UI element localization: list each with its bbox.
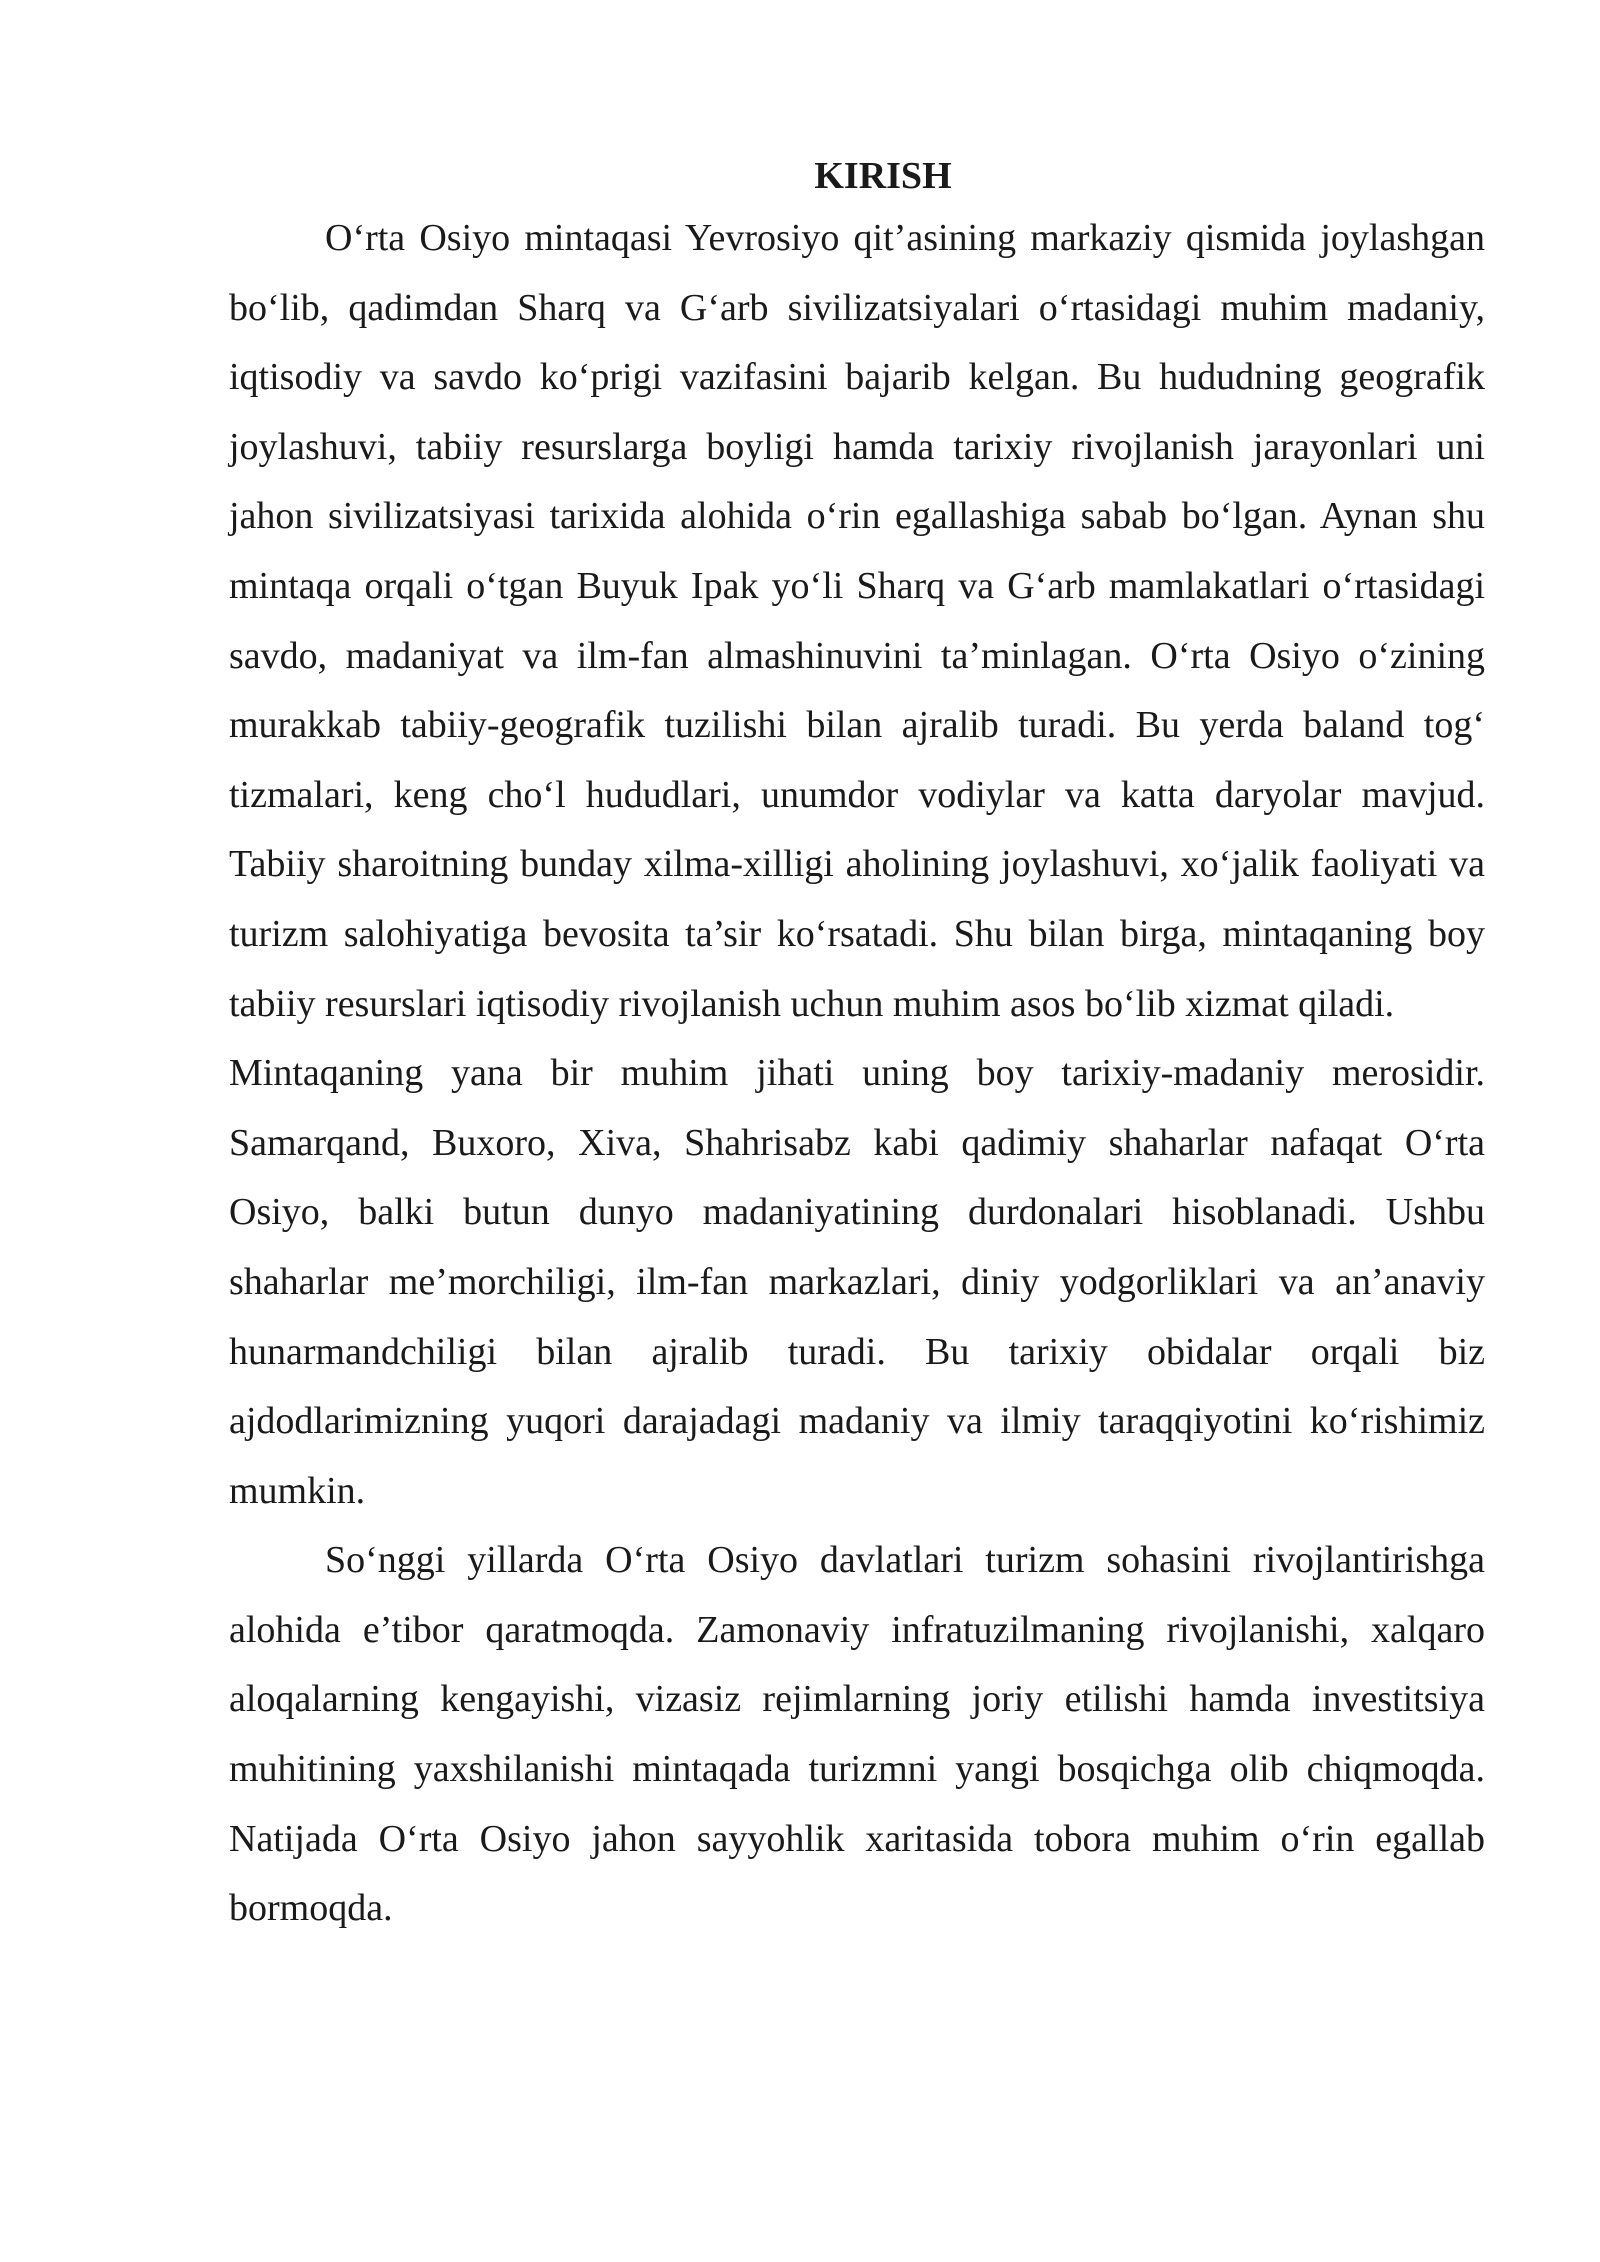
document-body [229, 148, 1485, 1944]
paragraph-tourism: So‘nggi yillarda O‘rta Osiyo davlatlari turizm sohasini rivojlantirishga alohida e’tibor qaratmoqda. Zamonaviy infratuzilmaning rivojlanishi, xalqaro aloqalarning kengayishi, vizasiz rejimlarning joriy etilishi hamda investitsiya muhitining yaxshilanishi mintaqada turizmni yangi bosqichga olib chiqmoqda. Natijada O‘rta Osiyo jahon sayyohlik xaritasida tobora muhim o‘rin egallab bormoqda. [229, 1539, 1485, 1930]
page-title: KIRISH [814, 155, 952, 197]
paragraph-intro: O‘rta Osiyo mintaqasi Yevrosiyo qit’asining markaziy qismida joylashgan bo‘lib, qadimdan Sharq va G‘arb sivilizatsiyalari o‘rtasidagi muhim madaniy, iqtisodiy va savdo ko‘prigi vazifasini bajarib kelgan. Bu hududning geografik joylashuvi, tabiiy resurslarga boyligi hamda tarixiy rivojlanish jarayonlari uni jahon sivilizatsiyasi tarixida alohida o‘rin egallashiga sabab bo‘lgan. Aynan shu mintaqa orqali o‘tgan Buyuk Ipak yo‘li Sharq va G‘arb mamlakatlari o‘rtasidagi savdo, madaniyat va ilm-fan almashinuvini ta’minlagan. O‘rta Osiyo o‘zining murakkab tabiiy-geografik tuzilishi bilan ajralib turadi. Bu yerda baland tog‘ tizmalari, keng cho‘l hududlari, unumdor vodiylar va katta daryolar mavjud. Tabiiy sharoitning bunday xilma-xilligi aholining joylashuvi, xo‘jalik faoliyati va turizm salohiyatiga bevosita ta’sir ko‘rsatadi. Shu bilan birga, mintaqaning boy tabiiy resurslari iqtisodiy rivojlanish uchun muhim asos bo‘lib xizmat qiladi. [229, 217, 1485, 1025]
paragraph-heritage: Mintaqaning yana bir muhim jihati uning boy tarixiy-madaniy merosidir. Samarqand, Buxoro, Xiva, Shahrisabz kabi qadimiy shaharlar nafaqat O‘rta Osiyo, balki butun dunyo madaniyatining durdonalari hisoblanadi. Ushbu shaharlar me’morchiligi, ilm-fan markazlari, diniy yodgorliklari va an’anaviy hunarmandchiligi bilan ajralib turadi. Bu tarixiy obidalar orqali biz ajdodlarimizning yuqori darajadagi madaniy va ilmiy taraqqiyotini ko‘rishimiz mumkin. [229, 1052, 1485, 1512]
